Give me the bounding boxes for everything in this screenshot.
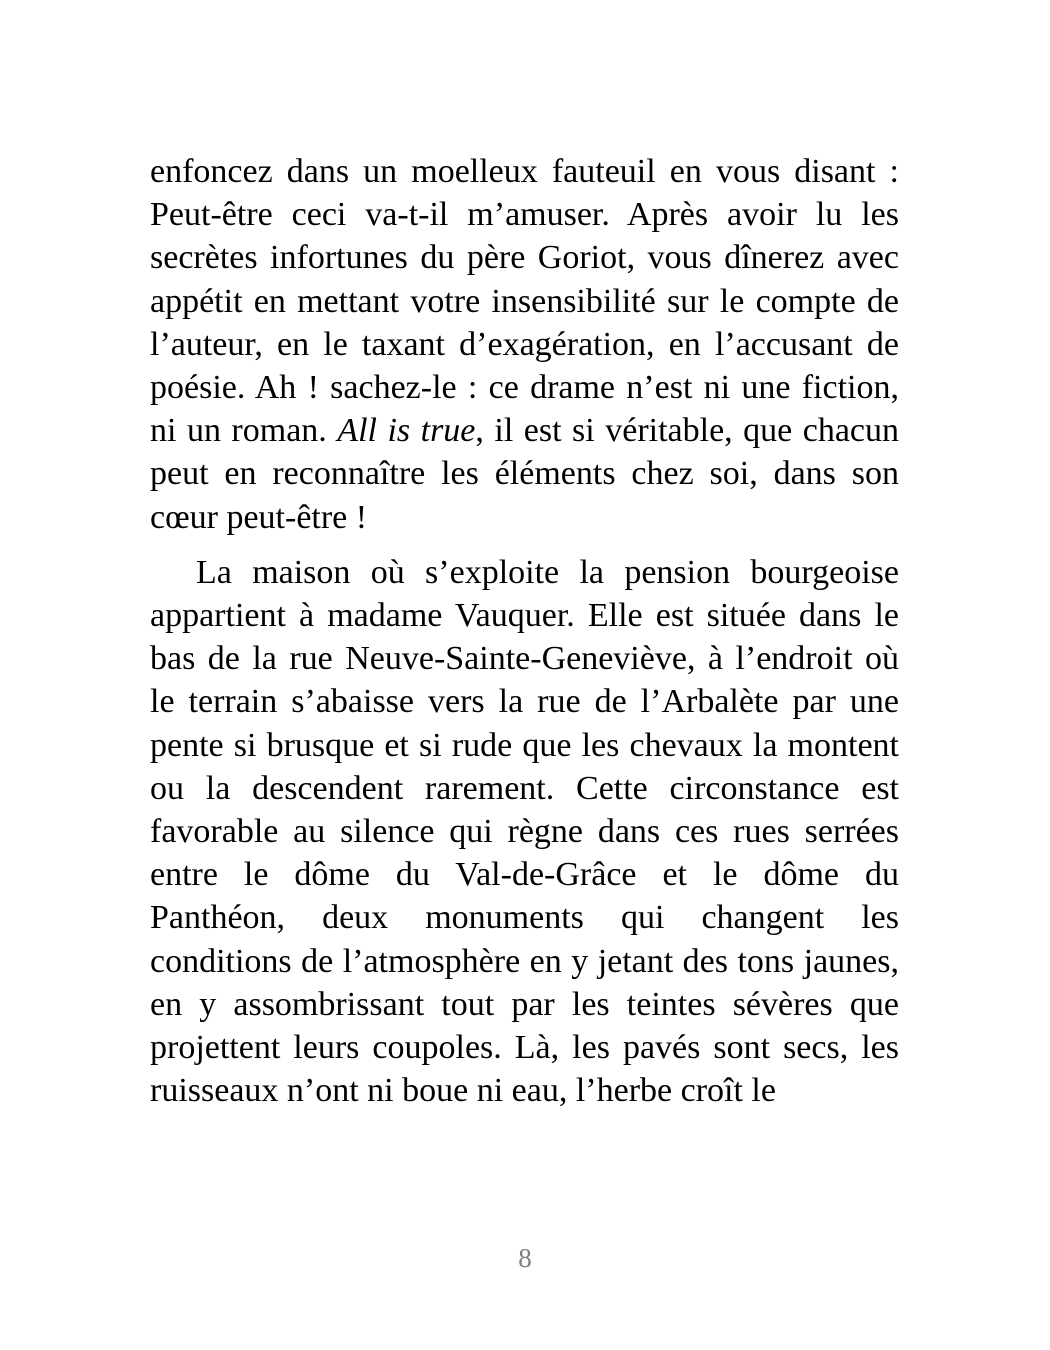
body-text xyxy=(150,150,899,1112)
italic-phrase: All is true xyxy=(337,412,476,450)
paragraph-pension: La maison où s’exploite la pension bourgeoise appartient à madame Vauquer. Elle est située dans le bas de la rue Neuve-Sainte-Geneviève, à l’endroit où le terrain s’abaisse vers la rue de l’Arbalète par une pente si brusque et si rude que les chevaux la montent ou la descendent rarement. Cette circonstance est favorable au silence qui règne dans ces rues serrées entre le dôme du Val-de-Grâce et le dôme du Panthéon, deux monuments qui changent les conditions de l’atmosphère en y jetant des tons jaunes, en y assombrissant tout par les teintes sévères que projettent leurs coupoles. Là, les pavés sont secs, les ruisseaux n’ont ni boue ni eau, l’herbe croît le xyxy=(150,553,899,1110)
paragraph-text-start: enfoncez dans un moelleux fauteuil en vous disant : Peut-être ceci va-t-il m’amuser. Après avoir lu les secrètes infortunes du père Goriot, vous dînerez avec appétit en mettant votre insensibilité sur le compte de l’auteur, en le taxant d’exagération, en l’accusant de poésie. Ah ! sachez-le : ce drame n’est ni une fiction, ni un roman. xyxy=(150,153,899,450)
page-number: 8 xyxy=(518,1243,532,1273)
paragraph-text-end: , il est si véritable, que chacun peut en reconnaître les éléments chez soi, dans son cœur peut-être ! xyxy=(150,412,900,536)
paragraph-continuation xyxy=(150,150,899,539)
